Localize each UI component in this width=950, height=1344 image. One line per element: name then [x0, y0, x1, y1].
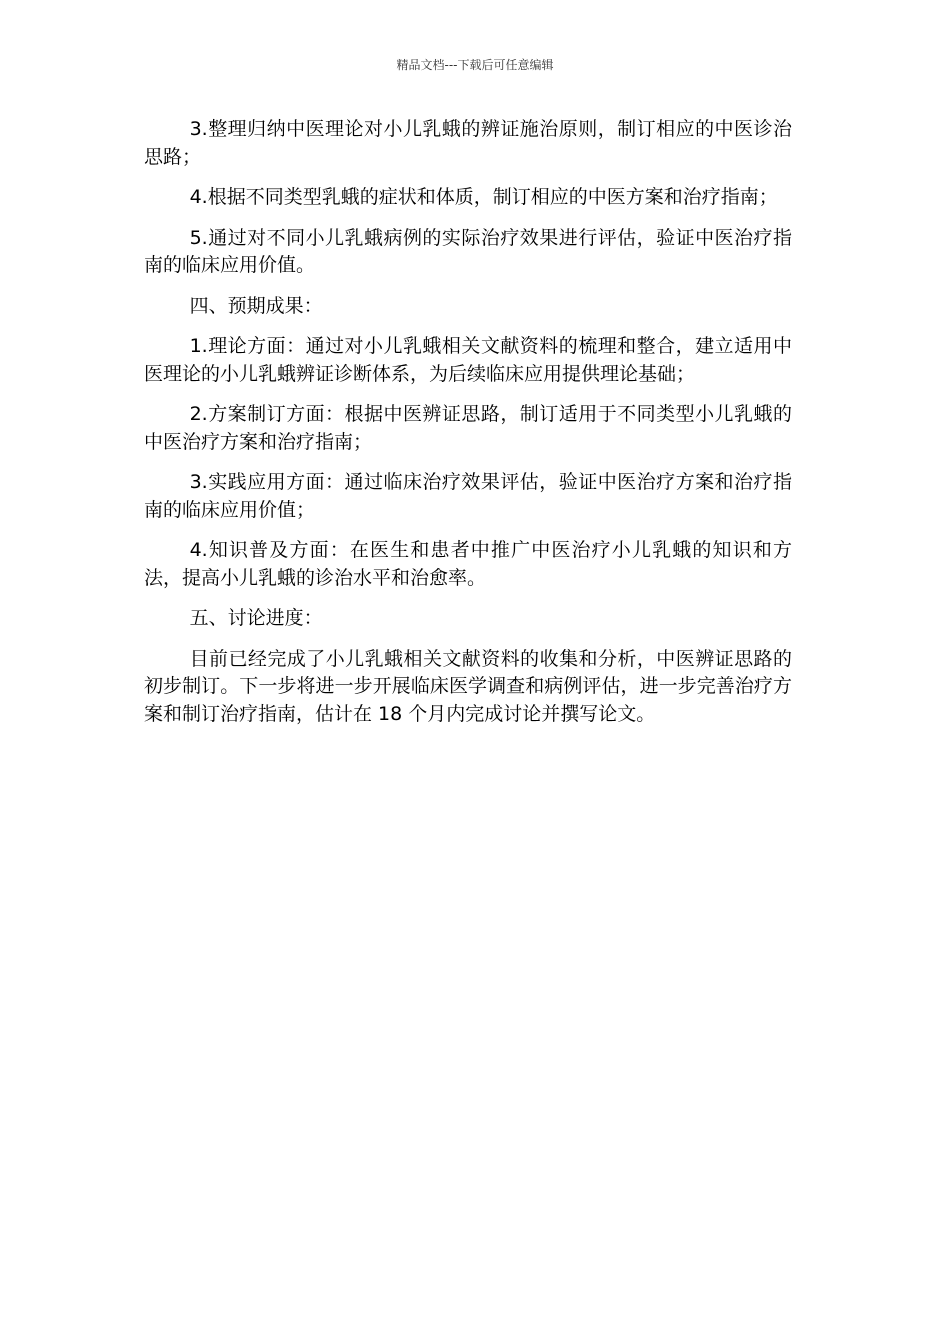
paragraph-item-3: 3.整理归纳中医理论对小儿乳蛾的辨证施治原则，制订相应的中医诊治思路；	[144, 118, 792, 168]
section-heading-expected-results: 四、预期成果：	[189, 294, 323, 317]
paragraph-result-knowledge: 4.知识普及方面：在医生和患者中推广中医治疗小儿乳蛾的知识和方法，提高小儿乳蛾的诊治水平和治愈率。	[144, 539, 792, 589]
paragraph-item-4: 4.根据不同类型乳蛾的症状和体质，制订相应的中医方案和治疗指南；	[189, 186, 778, 208]
paragraph-item-5: 5.通过对不同小儿乳蛾病例的实际治疗效果进行评估，验证中医治疗指南的临床应用价值。	[144, 226, 792, 276]
paragraph-result-plan: 2.方案制订方面：根据中医辨证思路，制订适用于不同类型小儿乳蛾的中医治疗方案和治疗指南；	[144, 403, 792, 453]
section-heading-progress: 五、讨论进度：	[189, 607, 323, 629]
paragraph-result-practice: 3.实践应用方面：通过临床治疗效果评估，验证中医治疗方案和治疗指南的临床应用价值；	[144, 471, 792, 521]
document-body	[144, 116, 792, 741]
paragraph-result-theory: 1.理论方面：通过对小儿乳蛾相关文献资料的梳理和整合，建立适用中医理论的小儿乳蛾辨证诊断体系，为后续临床应用提供理论基础；	[144, 335, 792, 385]
page-header: 精品文档---下载后可任意编辑	[396, 58, 554, 72]
paragraph-progress: 目前已经完成了小儿乳蛾相关文献资料的收集和分析，中医辨证思路的初步制订。下一步将进一步开展临床医学调查和病例评估，进一步完善治疗方案和制订治疗指南，估计在 18 个月内完成讨论并撰写论文。	[144, 647, 792, 725]
